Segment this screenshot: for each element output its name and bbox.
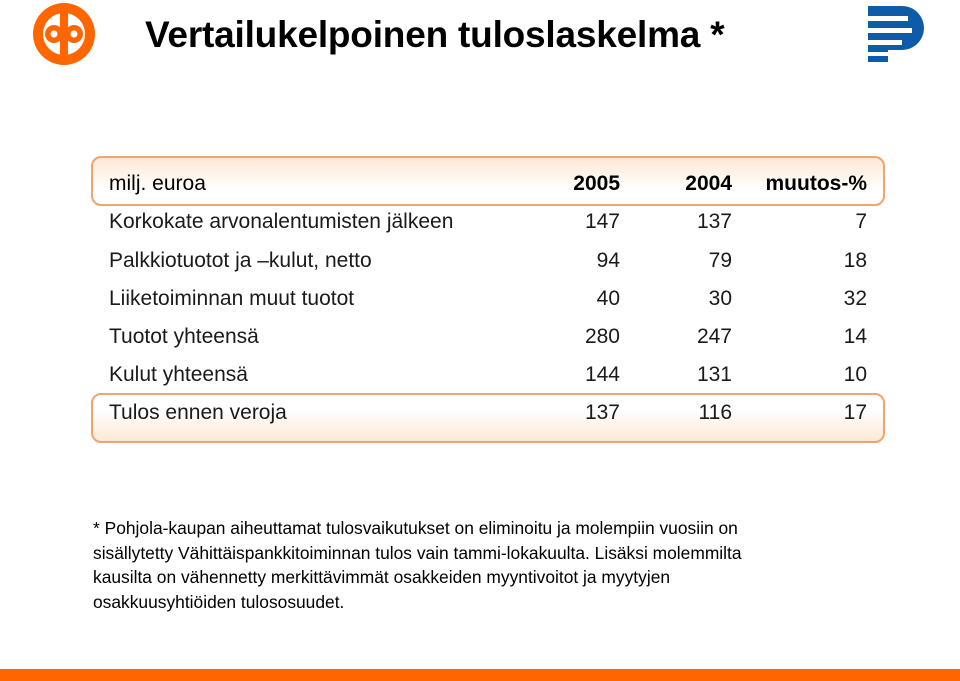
table-row-result xyxy=(0,394,960,432)
value-2005: 40 xyxy=(596,287,620,310)
footnote-line: sisällytetty Vähittäispankkitoiminnan tulos vain tammi-lokakuulta. Lisäksi molemmilta xyxy=(93,542,742,563)
row-label: Korkokate arvonalentumisten jälkeen xyxy=(109,210,454,233)
value-2004: 30 xyxy=(708,287,732,310)
table-header-row xyxy=(0,165,960,203)
value-2005: 94 xyxy=(596,249,620,272)
footnote-line: kausilta on vähennetty merkittävimmät osakkeiden myyntivoitot ja myytyjen xyxy=(93,567,671,587)
row-label: Palkkiotuotot ja –kulut, netto xyxy=(109,249,372,272)
footer-accent-bar xyxy=(0,669,960,681)
table-row xyxy=(0,280,960,318)
value-2004: 131 xyxy=(696,363,732,386)
value-2005: 147 xyxy=(584,210,620,233)
table-row xyxy=(0,318,960,356)
footnote-line: * Pohjola-kaupan aiheuttamat tulosvaikutukset on eliminoitu ja molempiin vuosiin on xyxy=(93,518,738,538)
footnote xyxy=(93,516,913,614)
footnote-line: osakkuusyhtiöiden tulososuudet. xyxy=(93,591,345,612)
value-change: 32 xyxy=(843,287,867,310)
column-header-2004: 2004 xyxy=(685,172,732,195)
value-2005: 137 xyxy=(584,401,620,424)
value-change: 14 xyxy=(843,325,867,348)
row-label: Tulos ennen veroja xyxy=(109,401,287,424)
value-change: 18 xyxy=(843,249,867,272)
value-2005: 280 xyxy=(584,325,620,348)
page-title: Vertailukelpoinen tuloslaskelma * xyxy=(145,14,725,55)
column-header-2005: 2005 xyxy=(573,172,620,195)
value-change: 10 xyxy=(843,363,867,386)
row-label: Kulut yhteensä xyxy=(109,363,248,386)
op-logo-icon xyxy=(32,2,96,66)
row-label: Tuotot yhteensä xyxy=(109,325,259,348)
table-row xyxy=(0,356,960,394)
value-2004: 247 xyxy=(696,325,732,348)
table-row xyxy=(0,242,960,280)
value-2004: 116 xyxy=(698,401,732,424)
pohjola-logo-icon xyxy=(860,0,928,68)
value-2004: 137 xyxy=(696,210,732,233)
value-2005: 144 xyxy=(584,363,620,386)
table-row xyxy=(0,203,960,241)
row-label: Liiketoiminnan muut tuotot xyxy=(109,287,355,310)
value-change: 7 xyxy=(855,210,867,233)
value-change: 17 xyxy=(843,401,867,424)
unit-label: milj. euroa xyxy=(109,172,206,195)
value-2004: 79 xyxy=(708,249,732,272)
column-header-change: muutos-% xyxy=(765,172,867,195)
